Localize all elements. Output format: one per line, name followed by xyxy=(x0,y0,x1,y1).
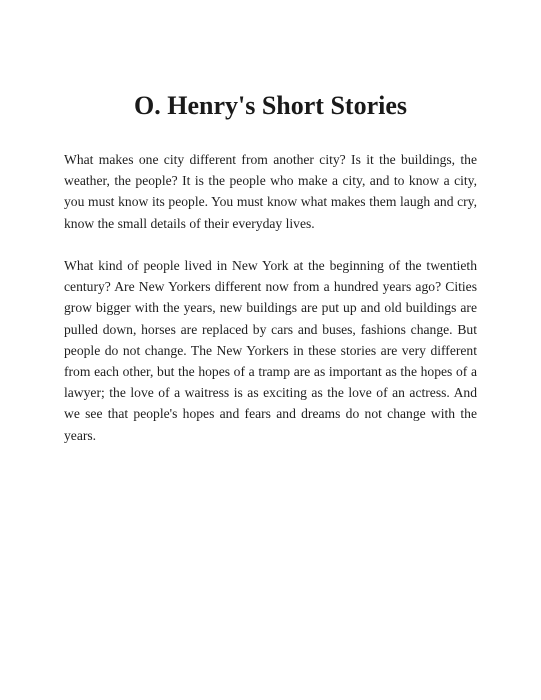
page-title: O. Henry's Short Stories xyxy=(134,91,407,120)
paragraph-1: What makes one city different from another city? Is it the buildings, the weather, the people? It is the people who make a city, and to know a city, you must know its people. You must know what makes them laugh and cry, know the small details of their everyday lives. xyxy=(64,152,477,231)
paragraph-2: What kind of people lived in New York at the beginning of the twentieth century? Are New Yorkers different now from a hundred years ago? Cities grow bigger with the years, new buildings are put up and old buildings are pulled down, horses are replaced by cars and buses, fashions change. But people do not change. The New Yorkers in these stories are very different from each other, but the hopes of a tramp are as important as the hopes of a lawyer; the love of a waitress is as exciting as the love of an actress. And we see that people's hopes and fears and dreams do not change with the years. xyxy=(64,258,477,443)
